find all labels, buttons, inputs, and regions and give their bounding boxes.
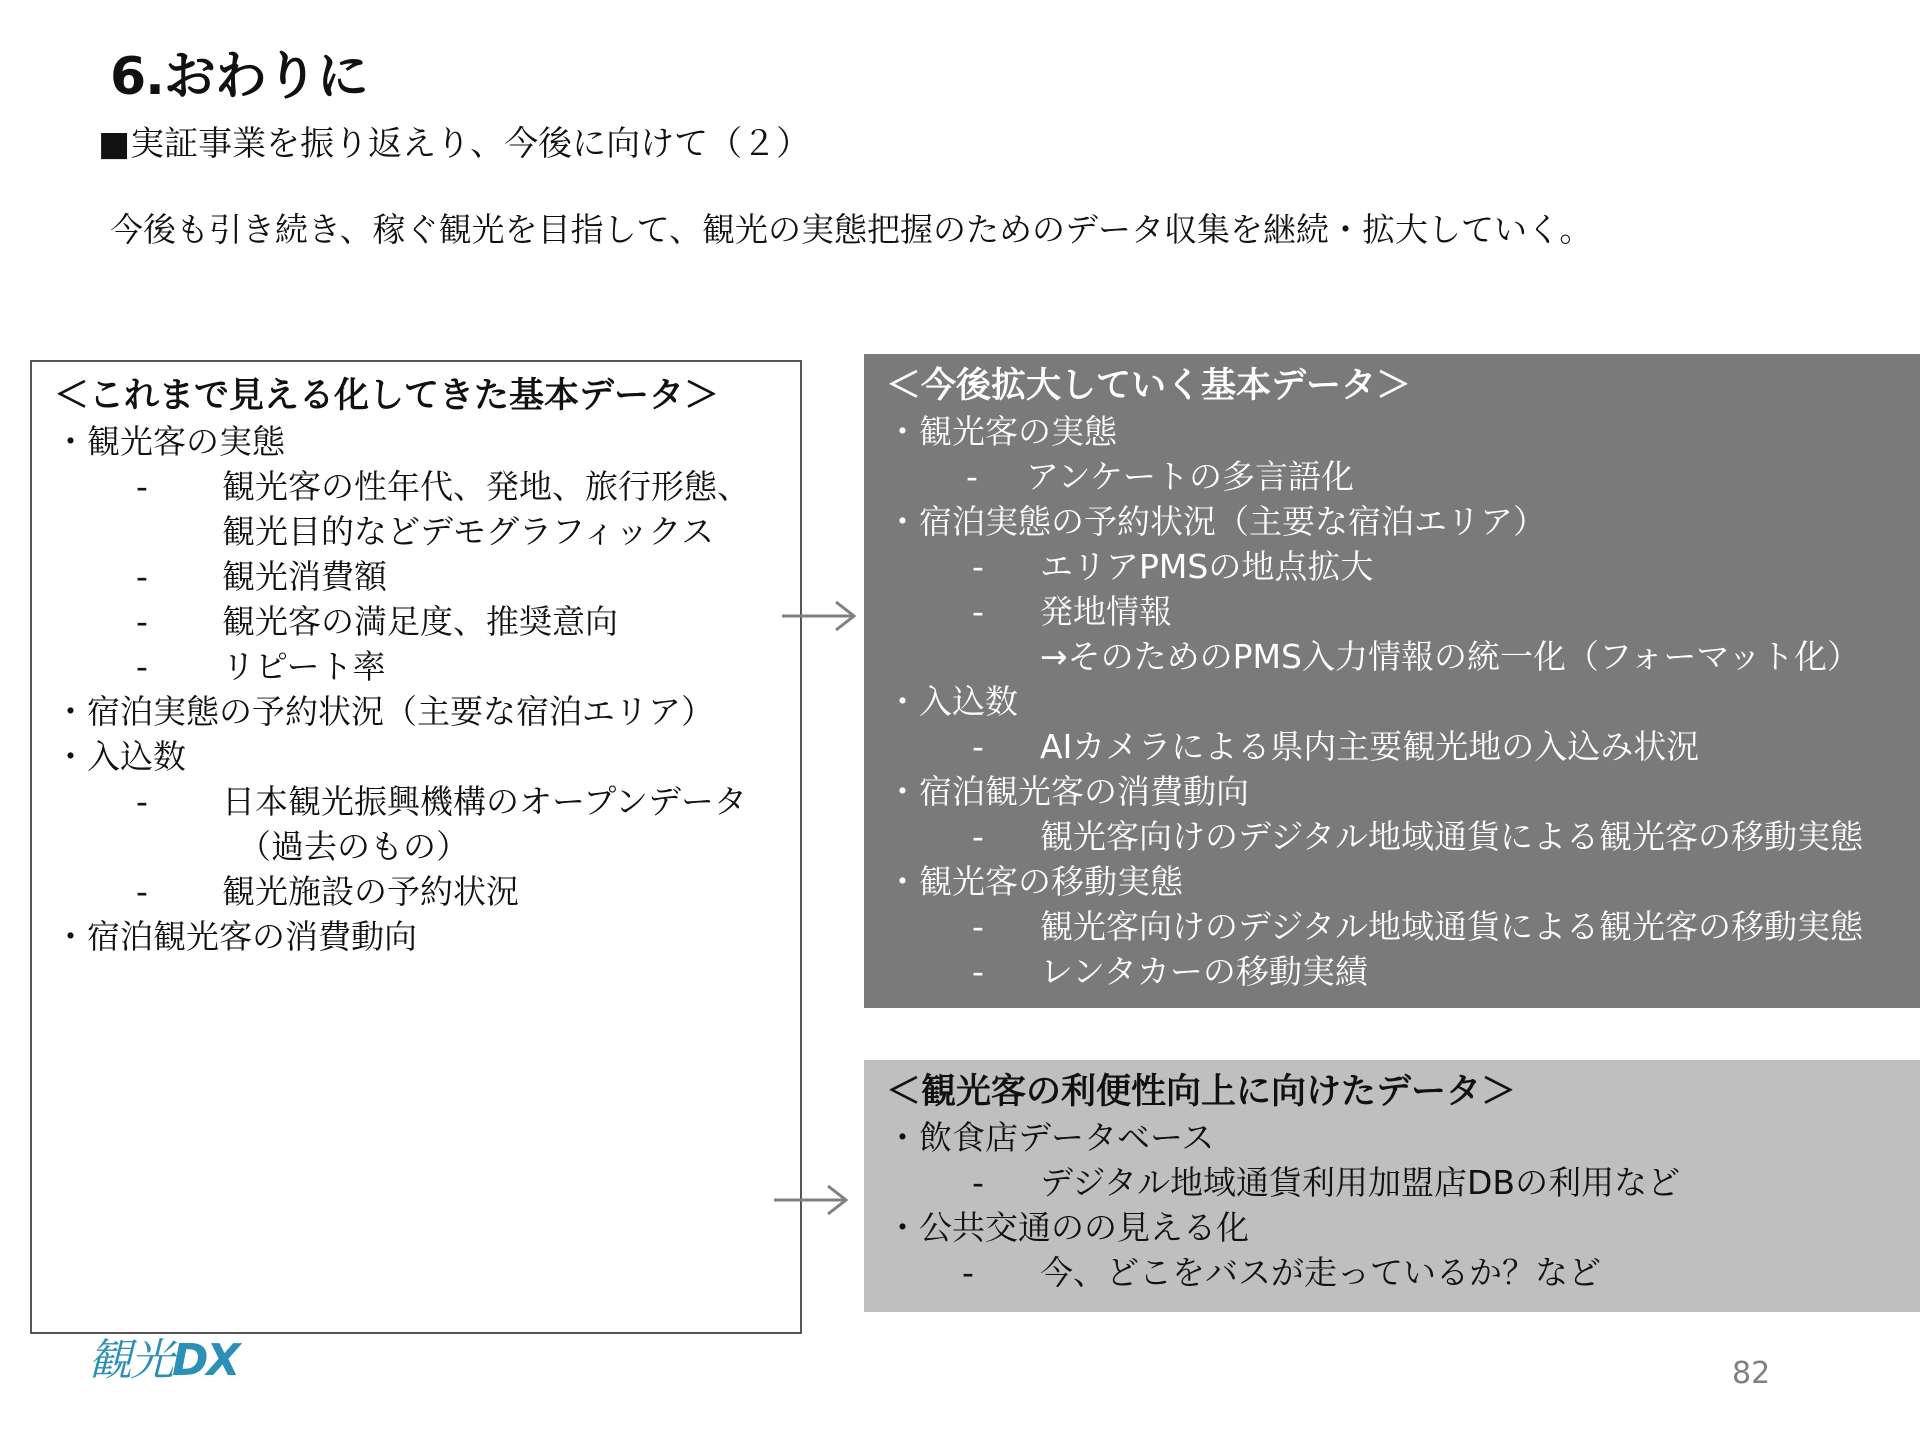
dash-marker: - <box>972 1163 984 1202</box>
sub-item-text: 日本観光振興機構のオープンデータ <box>222 782 748 821</box>
sub-item-text: 観光客向けのデジタル地域通貨による観光客の移動実態 <box>1040 907 1864 946</box>
convenience-data-heading: ＜観光客の利便性向上に向けたデータ＞ <box>886 1072 1517 1112</box>
bullet-item: ・宿泊観光客の消費動向 <box>54 917 417 956</box>
sub-item <box>886 814 1920 859</box>
bullet-item: ・観光客の移動実態 <box>886 862 1183 901</box>
bullet-item: ・宿泊実態の予約状況（主要な宿泊エリア） <box>886 502 1546 541</box>
bullet-item: ・公共交通のの見える化 <box>886 1208 1249 1247</box>
sub-item <box>54 464 800 509</box>
slide-title: 6.おわりに <box>110 47 368 107</box>
sub-item <box>886 544 1920 589</box>
convenience-data-box <box>864 1060 1920 1312</box>
sub-item-continuation: （過去のもの） <box>238 827 469 866</box>
bullet-item: ・宿泊観光客の消費動向 <box>886 772 1249 811</box>
bullet-item: ・宿泊実態の予約状況（主要な宿泊エリア） <box>54 692 714 731</box>
page-number: 82 <box>1732 1356 1771 1391</box>
sub-item <box>886 949 1920 994</box>
sub-item-text: 観光客向けのデジタル地域通貨による観光客の移動実態 <box>1040 817 1864 856</box>
sub-item <box>54 599 800 644</box>
arrow-right-icon <box>780 596 860 636</box>
sub-item-text: AIカメラによる県内主要観光地の入込み状況 <box>1040 727 1700 766</box>
sub-item <box>54 869 800 914</box>
lead-text: 今後も引き続き、稼ぐ観光を目指して、観光の実態把握のためのデータ収集を継続・拡大していく。 <box>110 210 1593 249</box>
sub-item-text: 今、どこをバスが走っているか？など <box>1040 1253 1601 1292</box>
past-data-heading: ＜これまで見える化してきた基本データ＞ <box>54 376 720 416</box>
sub-item-text: デジタル地域通貨利用加盟店DBの利用など <box>1040 1163 1681 1202</box>
dash-marker: - <box>972 817 984 856</box>
bullet-item: ・観光客の実態 <box>54 422 285 461</box>
dash-marker: - <box>972 952 984 991</box>
slide-subtitle: ■実証事業を振り返えり、今後に向けて（２） <box>98 124 811 164</box>
sub-item <box>54 644 800 689</box>
dash-marker: - <box>966 457 978 496</box>
dash-marker: - <box>136 782 148 821</box>
sub-item <box>54 554 800 599</box>
future-data-box <box>864 354 1920 1008</box>
dash-marker: - <box>136 602 148 641</box>
past-data-box <box>30 360 802 1334</box>
sub-item-text: 観光消費額 <box>222 557 387 596</box>
sub-item <box>886 724 1920 769</box>
bullet-item: ・入込数 <box>886 682 1018 721</box>
sub-item <box>886 589 1920 634</box>
dash-marker: - <box>972 592 984 631</box>
sub-item-text: レンタカーの移動実績 <box>1040 952 1368 991</box>
sub-item <box>886 1250 1920 1295</box>
kanko-dx-logo: 観光DX <box>88 1335 239 1386</box>
dash-marker: - <box>972 547 984 586</box>
sub-item-continuation: →そのためのPMS入力情報の統一化（フォーマット化） <box>1040 637 1860 676</box>
dash-marker: - <box>136 467 148 506</box>
arrow-right-icon <box>772 1180 852 1220</box>
dash-marker: - <box>136 872 148 911</box>
sub-item <box>886 1160 1920 1205</box>
bullet-item: ・入込数 <box>54 737 186 776</box>
bullet-item: ・観光客の実態 <box>886 412 1117 451</box>
future-data-heading: ＜今後拡大していく基本データ＞ <box>886 366 1412 406</box>
sub-item-text: 観光施設の予約状況 <box>222 872 519 911</box>
sub-item-text: 発地情報 <box>1040 592 1172 631</box>
dash-marker: - <box>136 647 148 686</box>
sub-item-continuation: 観光目的などデモグラフィックス <box>222 512 715 551</box>
dash-marker: - <box>972 727 984 766</box>
dash-marker: - <box>962 1253 974 1292</box>
sub-item-text: エリアPMSの地点拡大 <box>1040 547 1374 586</box>
sub-item-text: 観光客の満足度、推奨意向 <box>222 602 618 641</box>
bullet-item: ・飲食店データベース <box>886 1118 1215 1157</box>
sub-item <box>886 904 1920 949</box>
sub-item-text: アンケートの多言語化 <box>1026 457 1355 496</box>
sub-item-text: 観光客の性年代、発地、旅行形態、 <box>222 467 750 506</box>
sub-item <box>54 779 800 824</box>
dash-marker: - <box>136 557 148 596</box>
dash-marker: - <box>972 907 984 946</box>
sub-item <box>886 454 1920 499</box>
sub-item-text: リピート率 <box>222 647 386 686</box>
